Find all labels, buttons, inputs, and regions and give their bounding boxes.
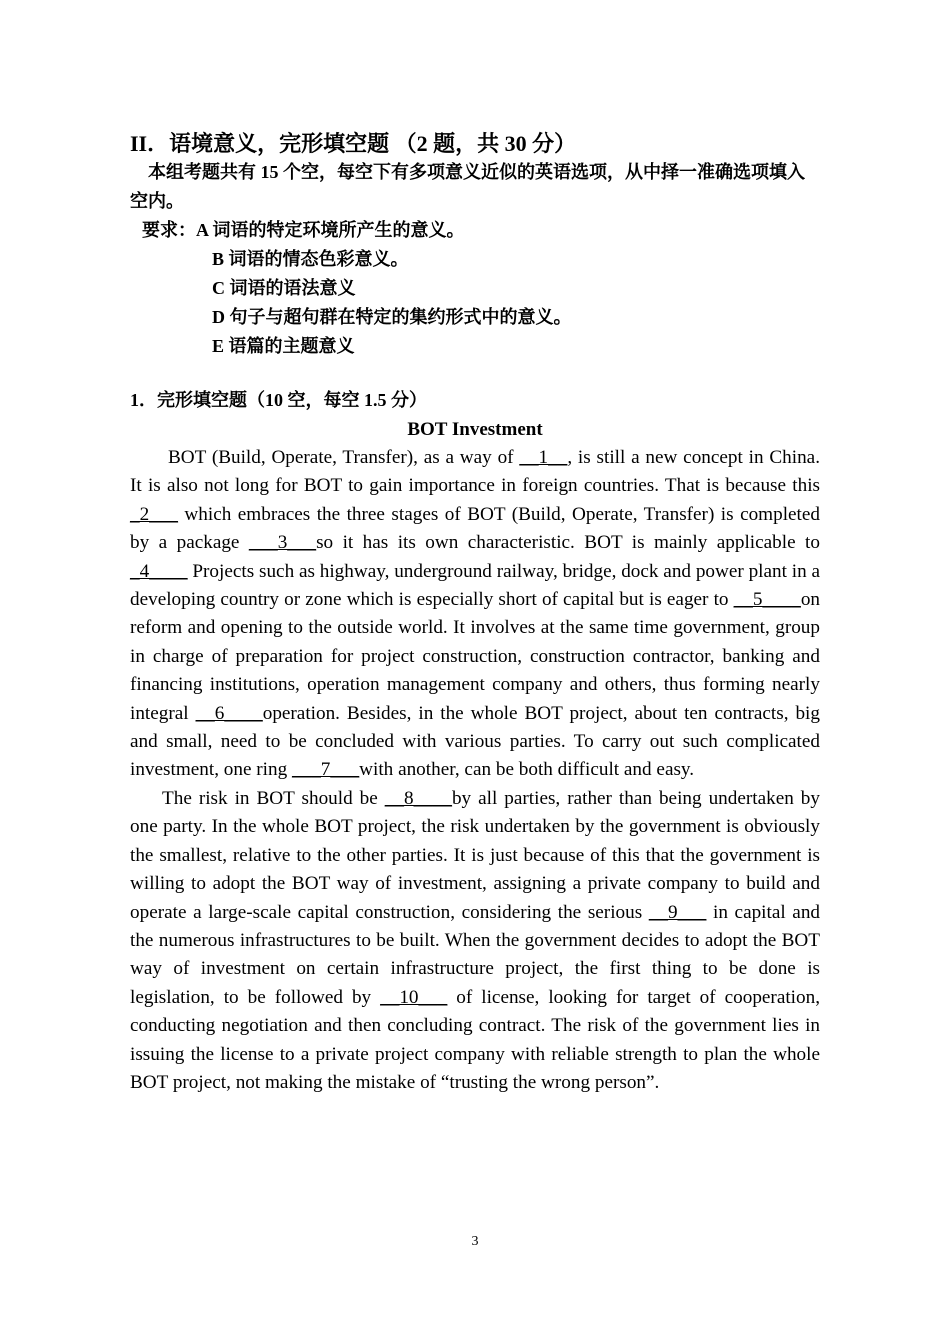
article-title: BOT Investment (407, 419, 543, 440)
paragraph-text: of license, looking for target of cooperation, conducting negotiation and then concluding contract. The risk of the government lies in issuing the license to a private project company with reliable strength to plan the whole BOT project, not making the mistake of “trusting the wrong person”. (130, 986, 820, 1093)
blank-4: _4____ (130, 560, 188, 582)
paragraph-text: , is still a new concept in China. It is also not long for BOT to gain importance in foreign countries. That is because this (130, 447, 820, 497)
blank-9: __9___ (648, 901, 707, 923)
page-number: 3 (471, 1234, 479, 1249)
paragraph-text: which embraces the three stages of BOT (Build, Operate, Transfer) is completed by a package (130, 503, 820, 554)
blank-2: _2___ (130, 503, 178, 525)
paragraph-text: The risk in BOT should be (162, 787, 385, 809)
article-paragraph-2 (130, 785, 820, 1097)
paragraph-text: so it has its own characteristic. BOT is mainly applicable to (316, 532, 820, 554)
question-title: 1．完形填空题（10 空，每空 1.5 分） (130, 390, 427, 410)
section-title: II．语境意义，完形填空题 （2 题，共 30 分） (130, 131, 577, 156)
requirement-b: B 词语的情态色彩意义。 (212, 249, 409, 269)
paragraph-text: with another, can be both difficult and easy. (359, 759, 695, 781)
paragraph-text: operation. Besides, in the whole BOT project, about ten contracts, big and small, need to be concluded with various parties. To carry out such complicated investment, one ring (130, 702, 820, 781)
blank-6: __6____ (195, 702, 263, 724)
paragraph-text: Projects such as highway, underground railway, bridge, dock and power plant in a developing country or zone which is especially short of capital but is eager to (130, 560, 820, 611)
requirement-c: C 词语的语法意义 (212, 278, 356, 298)
blank-5: __5____ (733, 589, 801, 611)
requirement-e: E 语篇的主题意义 (212, 336, 355, 356)
paragraph-text: by all parties, rather than being undertaken by one party. In the whole BOT project, the risk undertaken by the government is obviously the smallest, relative to the other parties. It is just because of this that the government is willing to adopt the BOT way of investment, assigning a private company to build and operate a large-scale capital construction, considering the serious (130, 787, 820, 923)
blank-3: ___3___ (248, 532, 317, 554)
paragraph-text: BOT (Build, Operate, Transfer), as a way of (168, 447, 520, 468)
paragraph-text: on reform and opening to the outside world. It involves at the same time government, group in charge of preparation for project construction, construction contractor, banking and financing institutions, operation management company and others, thus forming nearly integral (130, 589, 820, 724)
section-intro: 本组考题共有 15 个空，每空下有多项意义近似的英语选项，从中择一准确选项填入空内。 (130, 162, 805, 211)
requirement-d: D 句子与超句群在特定的集约形式中的意义。 (212, 307, 572, 327)
blank-7: ___7___ (292, 759, 360, 781)
requirement-a: 要求：A 词语的特定环境所产生的意义。 (142, 220, 465, 240)
blank-8: __8____ (384, 787, 452, 809)
article-paragraph-1 (130, 444, 820, 785)
blank-10: __10___ (380, 986, 448, 1008)
blank-1: __1__ (519, 447, 568, 468)
paragraph-text: in capital and the numerous infrastructures to be built. When the government decides to adopt the BOT way of investment on certain infrastructure project, the first thing to be done is legislation, to be followed by (130, 901, 821, 1008)
requirements-list (130, 216, 820, 361)
article-body (130, 444, 820, 1097)
